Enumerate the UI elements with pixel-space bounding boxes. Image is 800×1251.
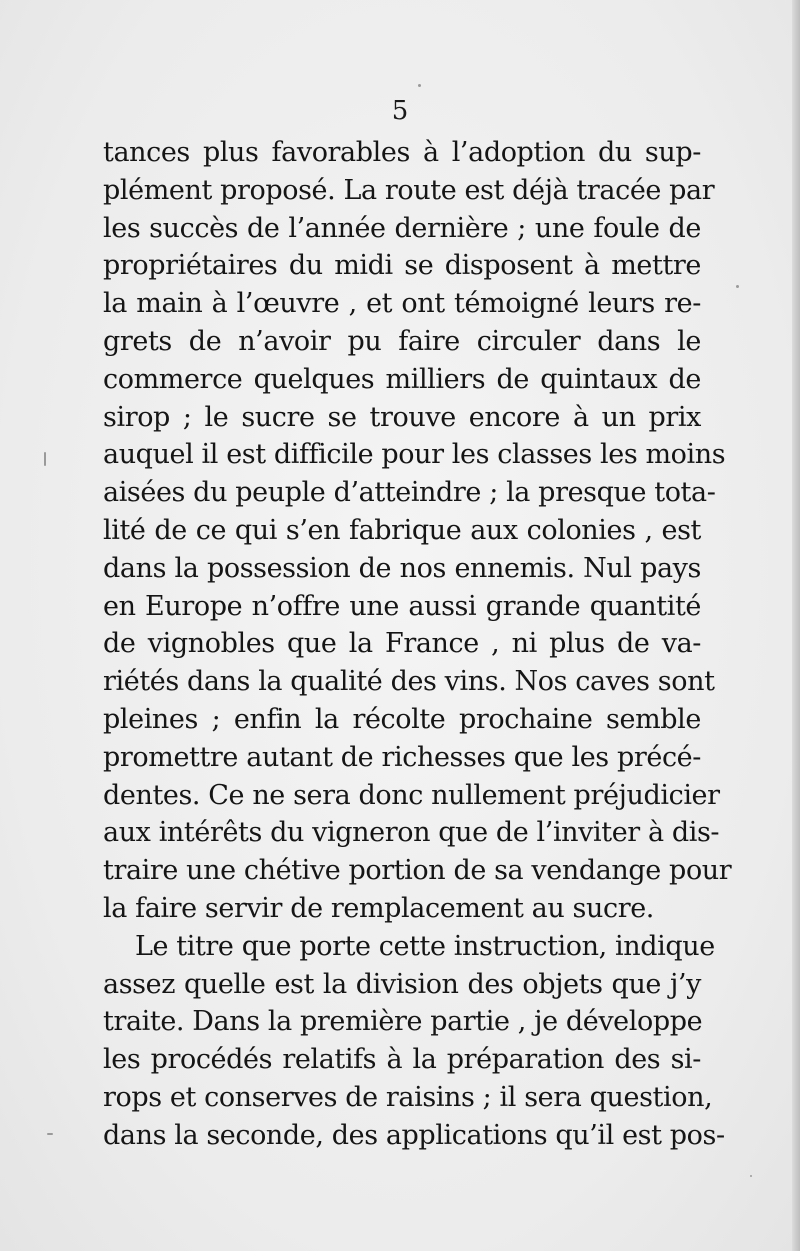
text-line: rops et conserves de raisins ; il sera question, [103, 1081, 713, 1113]
text-line: les succès de l’année dernière ; une foule de [103, 212, 701, 244]
text-line: traire une chétive portion de sa vendange pour [103, 855, 732, 887]
text-line: sirop ; le sucre se trouve encore à un prix [103, 401, 701, 433]
text-line: plément proposé. La route est déjà tracée par [103, 174, 715, 206]
text-line: auquel il est difficile pour les classes les moins [103, 439, 726, 471]
text-line: la main à l’œuvre , et ont témoigné leurs re- [103, 288, 701, 320]
page-edge-shadow [792, 0, 800, 1251]
paper-speck [418, 84, 421, 87]
page-number: 5 [391, 96, 409, 126]
text-line: dans la seconde, des applications qu’il est pos- [103, 1119, 725, 1151]
text-line: les procédés relatifs à la préparation des si- [103, 1044, 701, 1076]
text-line: propriétaires du midi se disposent à mettre [103, 250, 701, 282]
paper-speck [736, 285, 739, 288]
text-line: aisées du peuple d’atteindre ; la presque tota- [103, 477, 716, 509]
paragraph-end-line: la faire servir de remplacement au sucre. [103, 892, 654, 924]
text-line: dans la possession de nos ennemis. Nul pays [103, 552, 701, 584]
text-line: grets de n’avoir pu faire circuler dans le [103, 325, 701, 357]
text-line: en Europe n’offre une aussi grande quantité [103, 590, 701, 622]
text-line: lité de ce qui s’en fabrique aux colonies , est [103, 514, 701, 546]
paper-speck [47, 1133, 53, 1135]
paragraph-start-line: Le titre que porte cette instruction, indique [135, 930, 715, 962]
paper-speck [44, 452, 46, 466]
text-line: promettre autant de richesses que les précé- [103, 741, 701, 773]
text-line: aux intérêts du vigneron que de l’inviter à dis- [103, 817, 720, 849]
body-text [103, 134, 732, 1155]
text-line: assez quelle est la division des objets que j’y [103, 968, 701, 1000]
text-line: tances plus favorables à l’adoption du sup- [103, 137, 701, 168]
text-line: riétés dans la qualité des vins. Nos caves sont [103, 666, 715, 698]
paper-speck [750, 1175, 752, 1177]
text-line: dentes. Ce ne sera donc nullement préjudicier [103, 779, 720, 811]
text-line: de vignobles que la France , ni plus de va- [103, 628, 701, 660]
text-line: traite. Dans la première partie , je développe [103, 1006, 703, 1038]
text-line: pleines ; enfin la récolte prochaine semble [103, 703, 701, 735]
text-line: commerce quelques milliers de quintaux de [103, 363, 701, 395]
